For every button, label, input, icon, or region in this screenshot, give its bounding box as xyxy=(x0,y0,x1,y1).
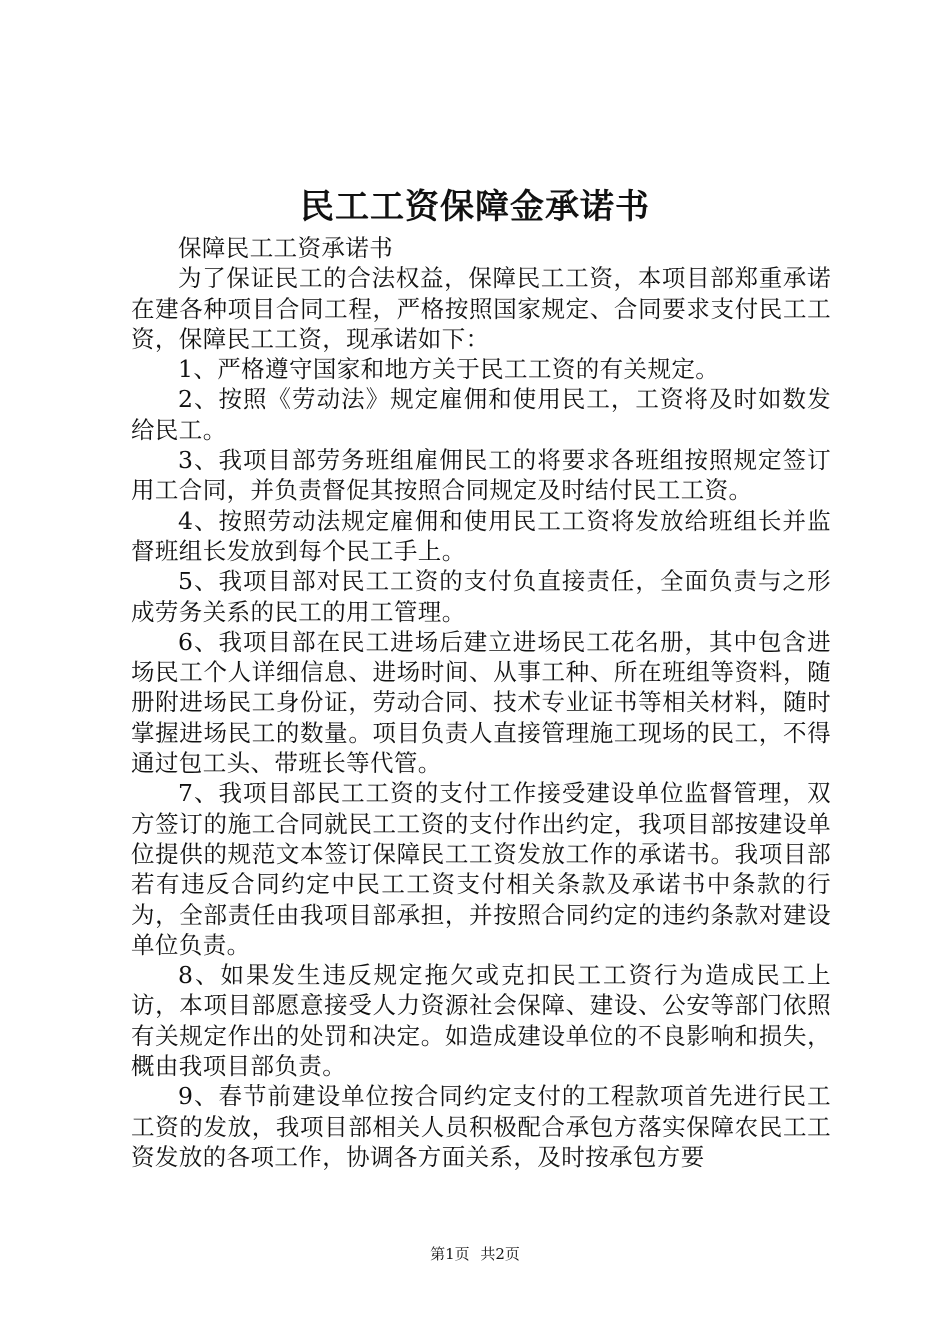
page-number: 第1页 xyxy=(430,1245,470,1263)
paragraph-item-8: 8、如果发生违反规定拖欠或克扣民工工资行为造成民工上访，本项目部愿意接受人力资源社会保障、建设、公安等部门依照有关规定作出的处罚和决定。如造成建设单位的不良影响和损失，概由我项目部负责。 xyxy=(131,961,831,1081)
paragraph-item-1: 1、严格遵守国家和地方关于民工工资的有关规定。 xyxy=(178,355,720,384)
paragraph-item-6: 6、我项目部在民工进场后建立进场民工花名册，其中包含进场民工个人详细信息、进场时间、从事工种、所在班组等资料，随册附进场民工身份证，劳动合同、技术专业证书等相关材料，随时掌握进场民工的数量。项目负责人直接管理施工现场的民工，不得通过包工头、带班长等代管。 xyxy=(131,627,831,778)
paragraph-item-2: 2、按照《劳动法》规定雇佣和使用民工，工资将及时如数发给民工。 xyxy=(131,385,831,444)
paragraph-intro: 为了保证民工的合法权益，保障民工工资，本项目部郑重承诺在建各种项目合同工程，严格按照国家规定、合同要求支付民工工资，保障民工工资，现承诺如下： xyxy=(131,264,831,353)
paragraph-item-7: 7、我项目部民工工资的支付工作接受建设单位监督管理，双方签订的施工合同就民工工资的支付作出约定，我项目部按建设单位提供的规范文本签订保障民工工资发放工作的承诺书。我项目部若有违反合同约定中民工工资支付相关条款及承诺书中条款的行为，全部责任由我项目部承担，并按照合同约定的违约条款对建设单位负责。 xyxy=(131,779,831,959)
paragraph-item-5: 5、我项目部对民工工资的支付负直接责任，全面负责与之形成劳务关系的民工的用工管理。 xyxy=(131,567,831,626)
document-subtitle: 保障民工工资承诺书 xyxy=(178,234,394,262)
paragraph-item-9: 9、春节前建设单位按合同约定支付的工程款项首先进行民工工资的发放，我项目部相关人员积极配合承包方落实保障农民工工资发放的各项工作，协调各方面关系，及时按承包方要 xyxy=(131,1082,831,1171)
document-title: 民工工资保障金承诺书 xyxy=(300,187,650,227)
paragraph-item-4: 4、按照劳动法规定雇佣和使用民工工资将发放给班组长并监督班组长发放到每个民工手上。 xyxy=(131,506,831,565)
page-total: 共2页 xyxy=(480,1245,520,1263)
document-body xyxy=(131,233,831,1172)
page-footer xyxy=(0,1244,950,1264)
paragraph-item-3: 3、我项目部劳务班组雇佣民工的将要求各班组按照规定签订用工合同，并负责督促其按照合同规定及时结付民工工资。 xyxy=(131,446,831,505)
